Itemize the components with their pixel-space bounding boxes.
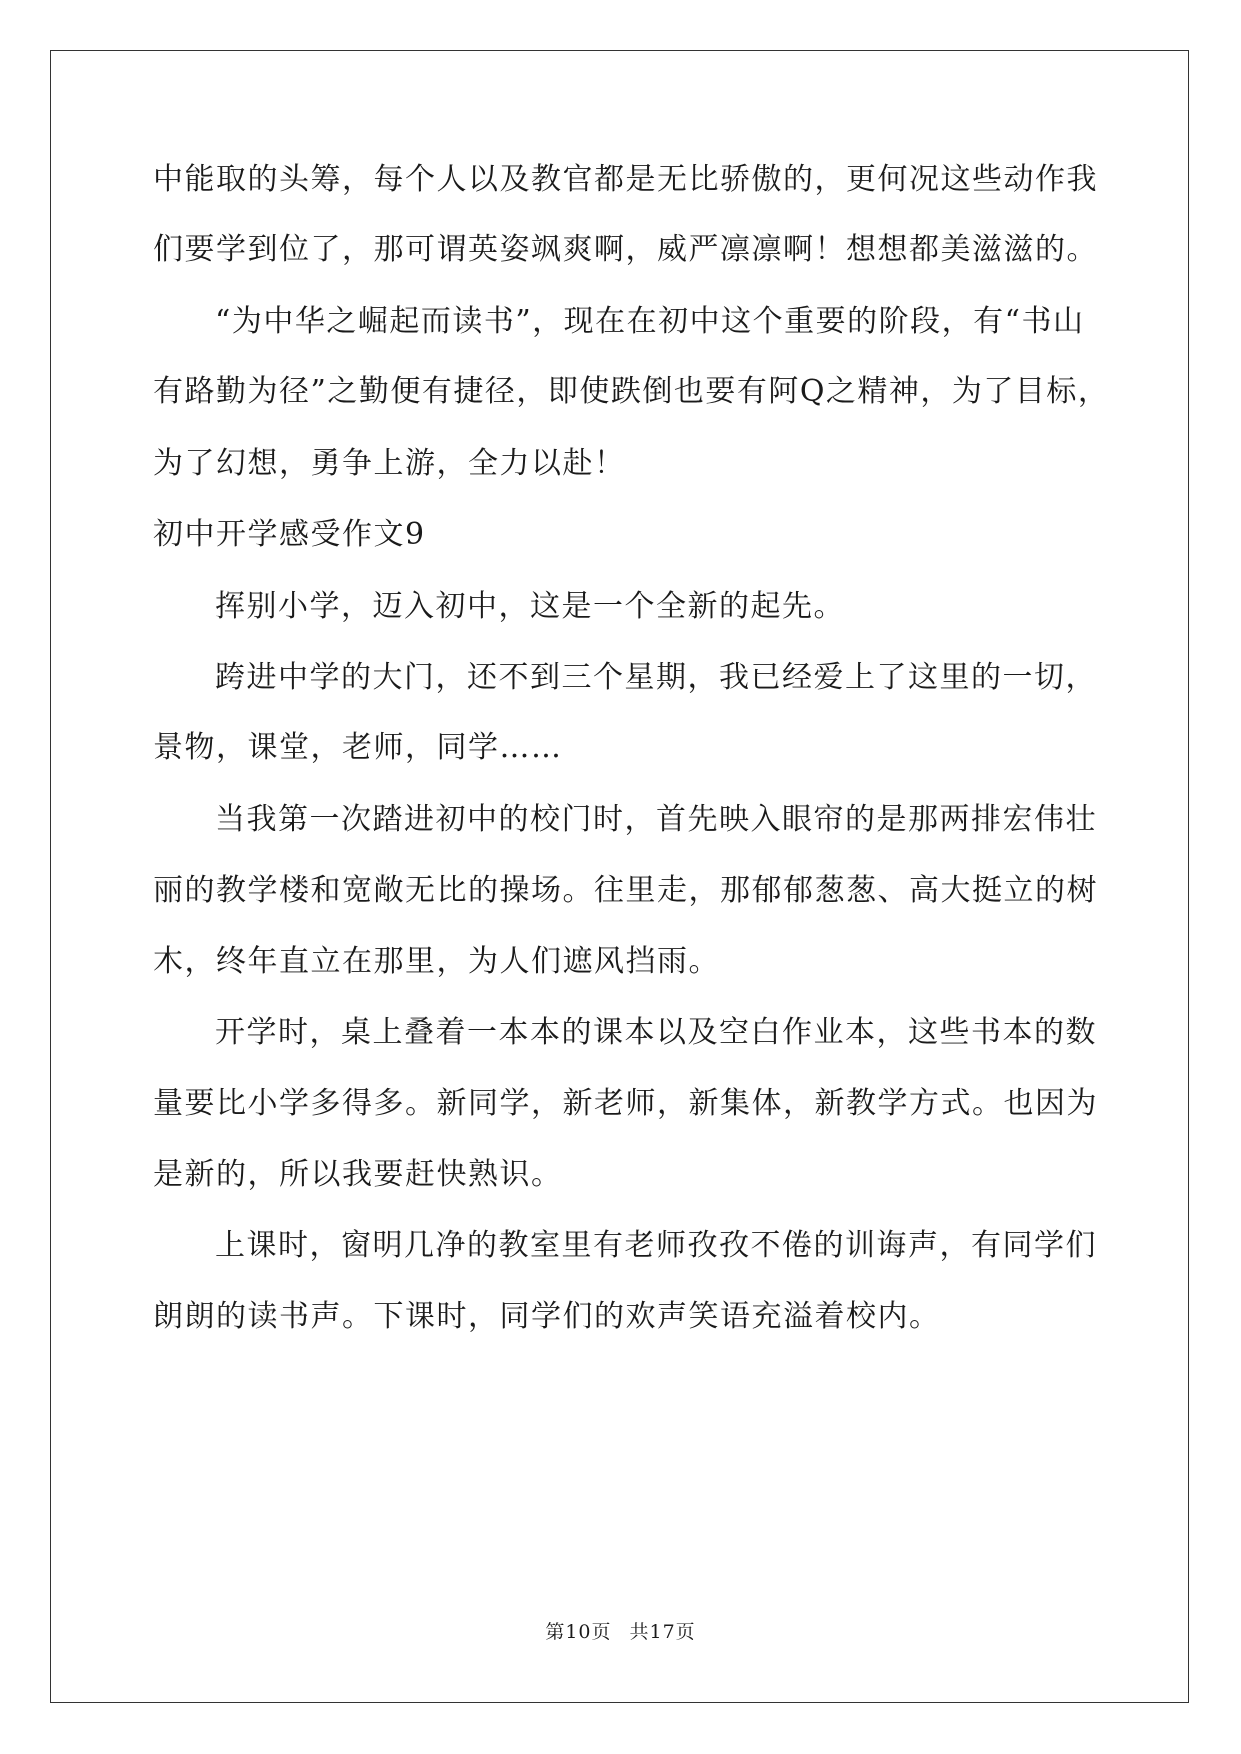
paragraph-line: 木，终年直立在那里，为人们遮风挡雨。 xyxy=(153,944,720,979)
page-footer xyxy=(0,1617,1241,1644)
paragraph-line: 跨进中学的大门，还不到三个星期，我已经爱上了这里的一切， xyxy=(215,660,1097,695)
paragraph-line: 开学时，桌上叠着一本本的课本以及空白作业本，这些书本的数 xyxy=(215,1015,1097,1050)
section-heading: 初中开学感受作文9 xyxy=(153,517,426,552)
paragraph-line: 上课时，窗明几净的教室里有老师孜孜不倦的训诲声，有同学们 xyxy=(215,1228,1097,1263)
paragraph-line: 景物，课堂，老师，同学…… xyxy=(153,730,563,765)
page-number: 第10页 xyxy=(545,1621,612,1643)
paragraph-line: 们要学到位了，那可谓英姿飒爽啊，威严凛凛啊！想想都美滋滋的。 xyxy=(153,232,1098,267)
paragraph-line: 当我第一次踏进初中的校门时，首先映入眼帘的是那两排宏伟壮 xyxy=(215,802,1097,837)
paragraph-line: 量要比小学多得多。新同学，新老师，新集体，新教学方式。也因为 xyxy=(153,1086,1098,1121)
paragraph-line: 丽的教学楼和宽敞无比的操场。往里走，那郁郁葱葱、高大挺立的树 xyxy=(153,873,1098,908)
paragraph-line: 中能取的头筹，每个人以及教官都是无比骄傲的，更何况这些动作我 xyxy=(153,162,1098,197)
page-total: 共17页 xyxy=(629,1621,696,1643)
paragraph-line: 朗朗的读书声。下课时，同学们的欢声笑语充溢着校内。 xyxy=(153,1299,941,1334)
paragraph-line: 是新的，所以我要赶快熟识。 xyxy=(153,1157,563,1192)
paragraph-line: 挥别小学，迈入初中，这是一个全新的起先。 xyxy=(215,589,845,624)
paragraph-line: 有路勤为径”之勤便有捷径，即使跌倒也要有阿Q之精神，为了目标， xyxy=(153,374,1110,409)
paragraph-line: 为了幻想，勇争上游，全力以赴！ xyxy=(153,446,626,481)
paragraph-line: “为中华之崛起而读书”，现在在初中这个重要的阶段，有“书山 xyxy=(215,304,1085,339)
